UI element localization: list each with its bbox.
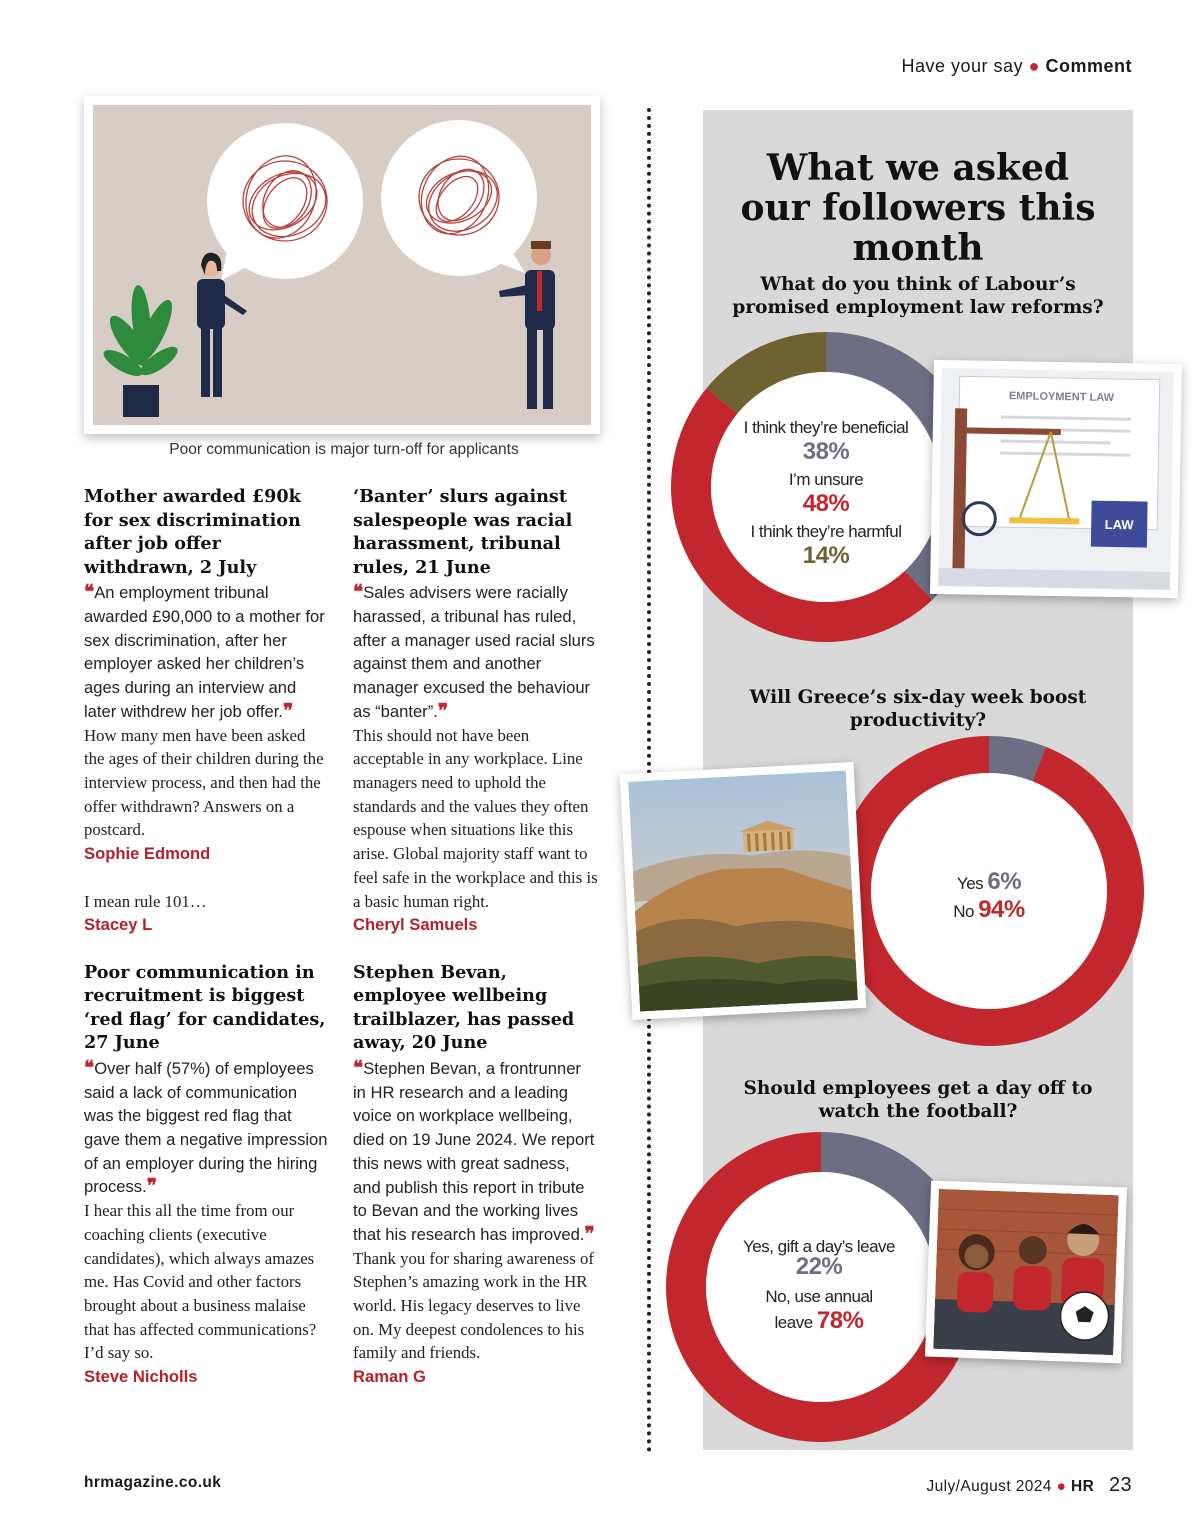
donut-labels-q3 [726,1237,912,1335]
option-label: No, use annual leave [765,1287,873,1332]
article-quote: ❝Stephen Bevan, a frontrunner in HR research and a leading voice on workplace wellbeing, died on 19 June 2024. We report this news with great sadness, and publish this report in tribute to Bevan and the working lives that his research has improved.❞ [353,1056,595,1245]
footer-issue [927,1474,1132,1497]
illustration-two-people-talking [93,105,591,425]
option-label: I think they’re harmful [750,522,902,541]
option-percent: 6% [987,868,1022,895]
article-headline: Poor communication in recruitment is biggest ‘red flag’ for candidates, 27 June [84,961,326,1054]
article-headline: Stephen Bevan, employee wellbeing trailblazer, has passed away, 20 June [353,961,575,1054]
photo-text-employment-law: EMPLOYMENT LAW [1008,390,1115,404]
option-percent: 78% [816,1307,864,1334]
option-percent: 48% [802,490,850,517]
section-title: Comment [1045,56,1132,76]
option-percent: 38% [802,438,850,465]
poll-question-1: What do you think of Labour’s promised employment law reforms? [732,274,1104,318]
option-label: Yes, gift a day’s leave [742,1237,895,1256]
article-quote: ❝An employment tribunal awarded £90,000 to a mother for sex discrimination, after her employer asked her children’s ages during an interview and later withdrew her job offer.❞ [84,581,325,722]
option-row [754,1287,884,1335]
section-header [902,56,1132,77]
article-column-right [353,485,598,1389]
section-label: Have your say [901,56,1024,76]
reader-comment: Thank you for sharing awareness of Stephen’s amazing work in the HR world. His legacy deserves to live on. My deepest condolences to his family and friends. [353,1248,594,1363]
open-quote-icon: ❝ [353,1056,364,1079]
footer-brand: HR [1071,1478,1095,1495]
bullet-dot: ● [1056,1478,1067,1495]
article-quote: ❝Over half (57%) of employees said a lack of communication was the biggest red flag that gave them a negative impression of an employer during the hiring process.❞ [84,1056,328,1198]
option-percent: 22% [795,1253,843,1280]
illustration-frame [84,96,600,434]
poll-title: What we asked our followers this month [740,147,1096,269]
article-banter-slurs [353,485,598,937]
poll-question-3: Should employees get a day off to watch the football? [743,1078,1093,1122]
option-row [903,896,1075,924]
article-stephen-bevan [353,961,598,1389]
option-label: Yes [956,874,984,893]
option-row [903,868,1075,896]
issue-date: July/August 2024 [926,1478,1052,1495]
option-percent: 94% [978,896,1025,923]
open-quote-icon: ❝ [353,581,364,604]
open-quote-icon: ❝ [84,581,95,604]
option-label: I think they’re beneficial [743,418,909,437]
photo-football-fans [925,1181,1127,1364]
article-headline: ‘Banter’ slurs against salespeople was racial harassment, tribunal rules, 21 June [353,486,573,578]
photo-text-law-sign: LAW [1104,516,1134,533]
comment-author: Cheryl Samuels [353,915,478,935]
photo-acropolis-athens [620,762,867,1020]
reader-comment: This should not have been acceptable in any workplace. Line managers need to uphold the standards and the values they often espouse when situations like this arise. Global majority staff want to feel safe in the workplace and this is a basic human right. [353,725,598,911]
article-poor-communication [84,961,329,1389]
close-quote-icon: ❞ [437,699,449,722]
comment-author: Stacey L [84,915,153,935]
close-quote-icon: ❞ [146,1175,157,1198]
poll-question-2: Will Greece’s six-day week boost productivity? [749,687,1087,731]
option-percent: 14% [802,542,850,569]
article-quote: ❝Sales advisers were racially harassed, a tribunal has ruled, after a manager used racial slurs against them and another manager excused the behaviour as “banter”.❞ [353,581,595,722]
illustration-caption: Poor communication is major turn-off for applicants [169,441,519,458]
photo-employment-law [930,360,1182,598]
comment-author: Steve Nicholls [84,1367,198,1387]
reader-comment: How many men have been asked the ages of their children during the interview process, and then had the offer withdrawn? Answers on a postcard. [84,725,324,840]
open-quote-icon: ❝ [84,1056,95,1079]
page-number: 23 [1108,1474,1132,1496]
option-label: No [953,902,974,921]
comment-author: Sophie Edmond [84,844,211,864]
close-quote-icon: ❞ [282,699,294,722]
article-column-left [84,485,329,1389]
bullet-dot: ● [1028,56,1040,76]
reader-comment: I hear this all the time from our coaching clients (executive candidates), which always amazes me. Has Covid and other factors brought about a business malaise that has affected communications? I’d say so. [84,1201,317,1363]
reader-comment: I mean rule 101… [84,891,207,911]
article-headline: Mother awarded £90k for sex discrimination after job offer withdrawn, 2 July [84,486,301,578]
comment-author: Raman G [353,1367,426,1387]
close-quote-icon: ❞ [584,1222,595,1245]
donut-labels-q1 [716,418,936,570]
footer-site: hrmagazine.co.uk [84,1474,222,1491]
article-sex-discrimination [84,485,329,937]
option-label: I’m unsure [788,470,864,489]
donut-labels-q2 [903,868,1075,924]
